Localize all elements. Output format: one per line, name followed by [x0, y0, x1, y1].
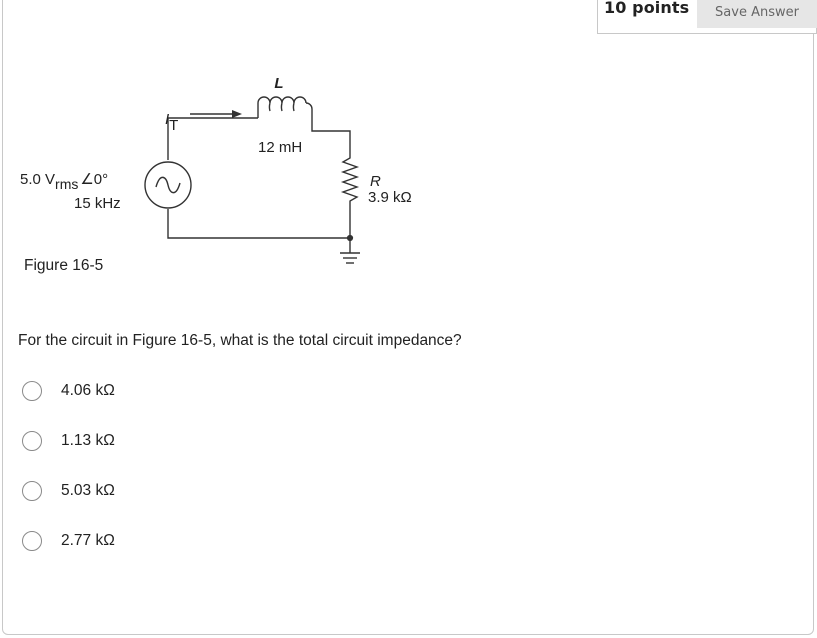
inductor-value-label: 12 mH	[258, 139, 303, 156]
circuit-figure	[0, 0, 600, 300]
source-frequency-label: 15 kHz	[74, 195, 121, 212]
current-label: IT	[165, 111, 179, 134]
choice-label: 2.77 kΩ	[61, 532, 115, 549]
inductor-symbol	[258, 97, 312, 118]
resistor-symbol-label: R	[370, 173, 381, 190]
ac-source-symbol	[145, 162, 191, 208]
radio-button[interactable]	[22, 381, 42, 401]
figure-caption: Figure 16-5	[24, 257, 104, 274]
resistor-symbol	[343, 152, 357, 211]
radio-button[interactable]	[22, 431, 42, 451]
answer-choice-2[interactable]	[22, 429, 115, 453]
circuit-wires	[168, 118, 350, 238]
answer-choice-3[interactable]	[22, 479, 115, 503]
choice-label: 4.06 kΩ	[61, 382, 115, 399]
points-value: 10 points	[604, 0, 690, 17]
choice-label: 5.03 kΩ	[61, 482, 115, 499]
current-arrow	[190, 110, 242, 118]
source-voltage-label: 5.0 Vrms ∠0°	[20, 171, 109, 192]
inductor-symbol-label: L	[274, 75, 284, 92]
save-answer-button[interactable]: Save Answer	[697, 0, 817, 28]
choice-label: 1.13 kΩ	[61, 432, 115, 449]
resistor-value-label: 3.9 kΩ	[368, 189, 412, 206]
ground-symbol	[340, 236, 360, 263]
radio-button[interactable]	[22, 531, 42, 551]
radio-button[interactable]	[22, 481, 42, 501]
answer-choice-1[interactable]	[22, 379, 115, 403]
answer-choice-4[interactable]	[22, 529, 115, 553]
question-text: For the circuit in Figure 16-5, what is the total circuit impedance?	[18, 332, 462, 349]
